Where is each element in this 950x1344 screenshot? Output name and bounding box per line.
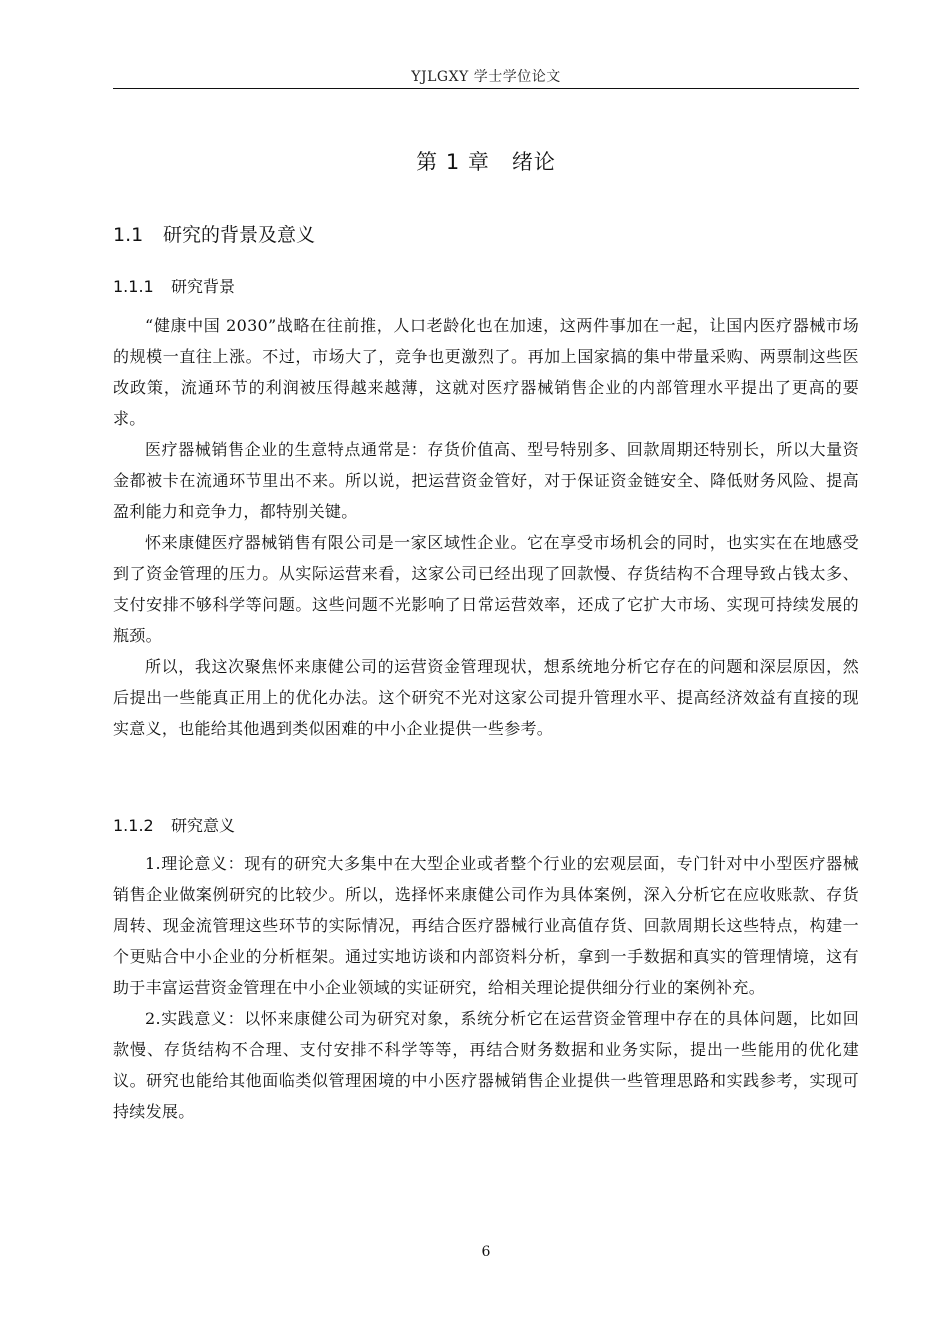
paragraph: “健康中国 2030”战略在往前推，人口老龄化也在加速，这两件事加在一起，让国内医疗器械市场的规模一直往上涨。不过，市场大了，竞争也更激烈了。再加上国家搞的集中带量采购、两票制这些医改政策，流通环节的利润被压得越来越薄，这就对医疗器械销售企业的内部管理水平提出了更高的要求。 <box>113 316 859 428</box>
section-number: 1.1 <box>113 224 144 246</box>
subsection-number: 1.1.1 <box>113 277 154 296</box>
section-heading <box>113 220 315 247</box>
section-title: 研究的背景及意义 <box>163 224 316 246</box>
paragraph: 2.实践意义：以怀来康健公司为研究对象，系统分析它在运营资金管理中存在的具体问题，比如回款慢、存货结构不合理、支付安排不科学等等，再结合财务数据和业务实际，提出一些能用的优化建议。研究也能给其他面临类似管理困境的中小医疗器械销售企业提供一些管理思路和实践参考，实现可持续发展。 <box>113 1009 859 1121</box>
header-rule <box>113 88 859 89</box>
subsection-heading-background <box>113 274 235 297</box>
page-number: 6 <box>481 1244 491 1260</box>
subsection-number: 1.1.2 <box>113 816 154 835</box>
significance-body <box>113 848 859 1127</box>
chapter-name: 绪论 <box>511 150 556 174</box>
paragraph: 1.理论意义：现有的研究大多集中在大型企业或者整个行业的宏观层面，专门针对中小型医疗器械销售企业做案例研究的比较少。所以，选择怀来康健公司作为具体案例，深入分析它在应收账款、存货周转、现金流管理这些环节的实际情况，再结合医疗器械行业高值存货、回款周期长这些特点，构建一个更贴合中小企业的分析框架。通过实地访谈和内部资料分析，拿到一手数据和真实的管理情境，这有助于丰富运营资金管理在中小企业领域的实证研究，给相关理论提供细分行业的案例补充。 <box>113 854 859 997</box>
paragraph: 所以，我这次聚焦怀来康健公司的运营资金管理现状，想系统地分析它存在的问题和深层原因，然后提出一些能真正用上的优化办法。这个研究不光对这家公司提升管理水平、提高经济效益有直接的现实意义，也能给其他遇到类似困难的中小企业提供一些参考。 <box>113 657 859 738</box>
subsection-title: 研究意义 <box>171 816 236 835</box>
background-body <box>113 310 859 744</box>
chapter-title <box>113 146 859 176</box>
paragraph: 怀来康健医疗器械销售有限公司是一家区域性企业。它在享受市场机会的同时，也实实在在地感受到了资金管理的压力。从实际运营来看，这家公司已经出现了回款慢、存货结构不合理导致占钱太多、支付安排不够科学等问题。这些问题不光影响了日常运营效率，还成了它扩大市场、实现可持续发展的瓶颈。 <box>113 533 859 645</box>
running-header: YJLGXY 学士学位论文 <box>411 69 561 85</box>
subsection-heading-significance <box>113 813 235 836</box>
chapter-number: 第 1 章 <box>416 150 490 174</box>
subsection-title: 研究背景 <box>171 277 236 296</box>
paragraph: 医疗器械销售企业的生意特点通常是：存货价值高、型号特别多、回款周期还特别长，所以大量资金都被卡在流通环节里出不来。所以说，把运营资金管好，对于保证资金链安全、降低财务风险、提高盈利能力和竞争力，都特别关键。 <box>113 440 859 521</box>
